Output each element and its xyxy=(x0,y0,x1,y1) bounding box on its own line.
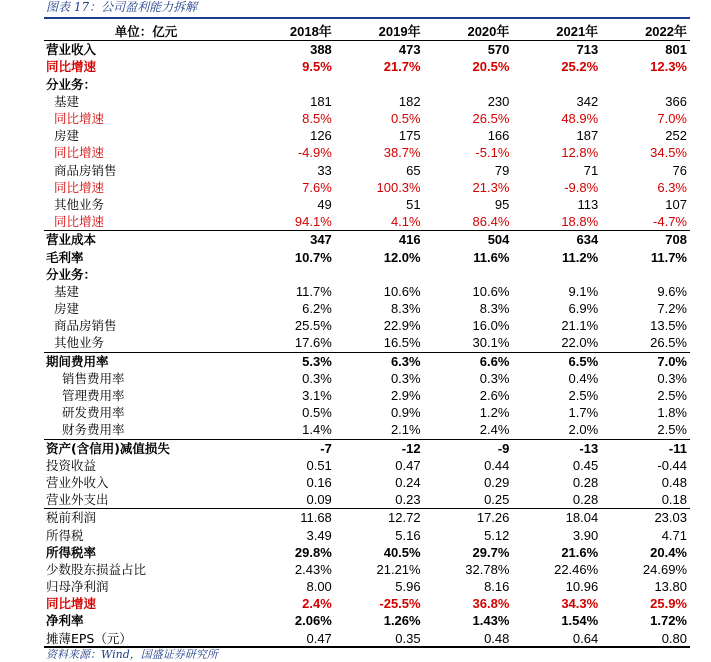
cell-value: 0.80 xyxy=(661,630,687,646)
cell-value: 0.18 xyxy=(661,492,687,508)
cell-value: 1.2% xyxy=(479,405,510,421)
cell-value: 11.7% xyxy=(650,249,687,265)
row-label: 销售费用率 xyxy=(62,370,125,386)
cell-value: 6.3% xyxy=(657,179,687,195)
cell-value: 12.72 xyxy=(335,509,424,527)
cell-value: 0.44 xyxy=(484,457,510,473)
row-label: 毛利率 xyxy=(46,249,84,265)
cell-value: 24.69% xyxy=(642,561,687,577)
row-label: 同比增速 xyxy=(46,59,97,75)
cell-value: 2.6% xyxy=(479,388,510,404)
cell-value: 2.5% xyxy=(568,388,599,404)
table-row xyxy=(44,162,690,179)
cell-value: 347 xyxy=(246,231,335,249)
cell-value: 21.1% xyxy=(561,318,599,334)
cell-value: 16.0% xyxy=(472,318,510,334)
row-label: 同比增速 xyxy=(46,596,97,612)
cell-value: 801 xyxy=(665,42,687,58)
cell-value: 473 xyxy=(398,42,421,58)
cell-value: 4.71 xyxy=(661,527,687,543)
cell-value: 2.4% xyxy=(479,422,510,438)
table-row xyxy=(44,266,690,283)
cell-value: 0.35 xyxy=(395,630,421,646)
cell-value: 32.78% xyxy=(465,561,510,577)
cell-value: -13 xyxy=(512,439,601,457)
cell-value: 6.6% xyxy=(424,352,513,370)
cell-value: 2.06% xyxy=(294,613,332,629)
cell-value: 17.6% xyxy=(294,335,332,351)
cell-value: 3.49 xyxy=(306,527,332,543)
cell-value: 1.43% xyxy=(472,613,510,629)
cell-value: 76 xyxy=(672,162,687,178)
table-row xyxy=(44,213,690,231)
table-row xyxy=(44,595,690,612)
cell-value: 113 xyxy=(577,196,599,212)
cell-value: 30.1% xyxy=(472,335,510,351)
cell-value: 11.2% xyxy=(562,249,599,265)
cell-value: 25.2% xyxy=(561,59,599,75)
cell-value: 51 xyxy=(406,196,421,212)
cell-value: 13.80 xyxy=(654,579,687,595)
table-row xyxy=(44,317,690,334)
cell-value: 1.54% xyxy=(561,613,599,629)
cell-value: 34.3% xyxy=(561,596,599,612)
table-row xyxy=(44,544,690,561)
cell-value: -9 xyxy=(424,439,513,457)
table-row xyxy=(44,58,690,75)
cell-value xyxy=(424,76,513,93)
cell-value: 7.0% xyxy=(601,352,690,370)
table-row xyxy=(44,630,690,647)
row-label: 所得税率 xyxy=(46,544,97,560)
cell-value: 5.3% xyxy=(246,352,335,370)
year-header: 2019年 xyxy=(335,23,424,41)
cell-value: 12.8% xyxy=(561,145,599,161)
cell-value: 38.7% xyxy=(383,145,421,161)
row-label: 管理费用率 xyxy=(62,388,125,404)
cell-value: 713 xyxy=(576,42,599,58)
cell-value xyxy=(335,76,424,93)
row-label: 房建 xyxy=(54,128,80,144)
cell-value: 0.28 xyxy=(572,474,599,490)
cell-value: 0.5% xyxy=(390,111,421,127)
row-label: 税前利润 xyxy=(44,509,246,527)
cell-value: 0.3% xyxy=(657,370,687,386)
cell-value: 9.6% xyxy=(657,283,687,299)
year-header: 2021年 xyxy=(512,23,601,41)
table-row xyxy=(44,578,690,595)
table-row xyxy=(44,561,690,578)
cell-value: 0.9% xyxy=(390,405,421,421)
profitability-table xyxy=(44,23,690,647)
cell-value: 2.9% xyxy=(390,388,421,404)
cell-value: 21.6% xyxy=(561,544,599,560)
cell-value xyxy=(335,266,424,283)
cell-value: 8.16 xyxy=(484,579,510,595)
cell-value: 5.16 xyxy=(395,527,421,543)
cell-value: 0.51 xyxy=(306,457,332,473)
cell-value: 708 xyxy=(601,231,690,249)
row-label: 其他业务 xyxy=(54,196,105,212)
title-rule xyxy=(44,17,690,19)
row-label: 房建 xyxy=(54,301,80,317)
cell-value: -0.44 xyxy=(657,457,687,473)
row-label: 基建 xyxy=(54,283,80,299)
cell-value: 0.28 xyxy=(572,492,599,508)
cell-value: 0.4% xyxy=(568,370,599,386)
cell-value: 0.48 xyxy=(484,630,510,646)
row-label: 营业外收入 xyxy=(46,474,109,490)
table-row xyxy=(44,127,690,144)
cell-value: 26.5% xyxy=(472,111,510,127)
cell-value: 25.9% xyxy=(650,596,687,612)
cell-value: 9.5% xyxy=(302,59,332,75)
table-row xyxy=(44,404,690,421)
cell-value: 10.7% xyxy=(294,249,332,265)
cell-value: 187 xyxy=(576,128,599,144)
cell-value: 1.26% xyxy=(383,613,421,629)
table-row xyxy=(44,526,690,543)
cell-value: 0.47 xyxy=(395,457,421,473)
cell-value: 252 xyxy=(665,128,687,144)
cell-value: 2.4% xyxy=(302,596,332,612)
cell-value: 416 xyxy=(335,231,424,249)
cell-value: 570 xyxy=(487,42,510,58)
cell-value: 2.5% xyxy=(657,422,687,438)
row-label: 少数股东损益占比 xyxy=(46,561,147,577)
cell-value: 20.5% xyxy=(472,59,510,75)
cell-value: 8.3% xyxy=(479,301,510,317)
cell-value: 0.3% xyxy=(302,370,332,386)
cell-value: 79 xyxy=(494,162,510,178)
cell-value: 2.5% xyxy=(657,388,687,404)
row-label: 期间费用率 xyxy=(44,352,246,370)
table-row xyxy=(44,231,690,249)
cell-value: 22.46% xyxy=(554,561,599,577)
cell-value: 126 xyxy=(310,128,332,144)
cell-value: 12.0% xyxy=(383,249,421,265)
table-row xyxy=(44,387,690,404)
cell-value: 21.7% xyxy=(383,59,421,75)
cell-value: 6.3% xyxy=(335,352,424,370)
cell-value: 6.5% xyxy=(512,352,601,370)
cell-value: 166 xyxy=(487,128,510,144)
cell-value: 22.9% xyxy=(383,318,421,334)
table-row xyxy=(44,300,690,317)
cell-value: 11.6% xyxy=(473,249,510,265)
cell-value: 18.04 xyxy=(512,509,601,527)
table-row xyxy=(44,334,690,352)
cell-value: 49 xyxy=(317,196,332,212)
cell-value: 0.45 xyxy=(572,457,599,473)
cell-value xyxy=(601,266,690,283)
row-label: 资产(含信用)减值损失 xyxy=(44,439,246,457)
cell-value: 182 xyxy=(398,93,421,109)
table-row xyxy=(44,144,690,161)
year-header: 2022年 xyxy=(601,23,690,41)
cell-value xyxy=(424,266,513,283)
table-row xyxy=(44,352,690,370)
cell-value: 0.16 xyxy=(306,474,332,490)
row-label: 归母净利润 xyxy=(46,579,109,595)
cell-value: 230 xyxy=(487,93,510,109)
cell-value: 2.43% xyxy=(294,561,332,577)
table-row xyxy=(44,491,690,509)
cell-value: 20.4% xyxy=(650,544,687,560)
table-row xyxy=(44,76,690,93)
cell-value: -4.9% xyxy=(297,145,332,161)
cell-value: 6.9% xyxy=(568,301,599,317)
cell-value: 1.8% xyxy=(657,405,687,421)
cell-value: 7.2% xyxy=(657,301,687,317)
cell-value: 5.96 xyxy=(395,579,421,595)
cell-value: -12 xyxy=(335,439,424,457)
figure-title: 图表 17：公司盈利能力拆解 xyxy=(46,0,198,14)
table-row xyxy=(44,457,690,474)
cell-value: 100.3% xyxy=(376,179,421,195)
table-row xyxy=(44,110,690,127)
cell-value: 2.0% xyxy=(568,422,599,438)
cell-value: 3.1% xyxy=(302,388,332,404)
cell-value: 40.5% xyxy=(383,544,421,560)
year-header: 2018年 xyxy=(246,23,335,41)
row-label: 所得税 xyxy=(46,527,84,543)
cell-value: 9.1% xyxy=(568,283,599,299)
cell-value: 34.5% xyxy=(650,145,687,161)
row-label: 投资收益 xyxy=(46,457,97,473)
row-label: 商品房销售 xyxy=(54,318,117,334)
cell-value: 95 xyxy=(494,196,510,212)
cell-value: 10.6% xyxy=(472,283,510,299)
cell-value: 25.5% xyxy=(294,318,332,334)
cell-value xyxy=(601,76,690,93)
year-header: 2020年 xyxy=(424,23,513,41)
cell-value: 0.29 xyxy=(484,474,510,490)
cell-value: 634 xyxy=(512,231,601,249)
cell-value: 5.12 xyxy=(484,527,510,543)
cell-value: 8.5% xyxy=(302,111,332,127)
row-label: 同比增速 xyxy=(54,214,105,230)
cell-value: 107 xyxy=(665,196,687,212)
row-label: 商品房销售 xyxy=(54,162,117,178)
cell-value: 0.3% xyxy=(479,370,510,386)
cell-value xyxy=(512,266,601,283)
cell-value: 22.0% xyxy=(561,335,599,351)
table-row xyxy=(44,421,690,439)
cell-value: 13.5% xyxy=(650,318,687,334)
cell-value: 4.1% xyxy=(390,214,421,230)
row-label: 基建 xyxy=(54,93,80,109)
cell-value: 0.25 xyxy=(484,492,510,508)
row-label: 财务费用率 xyxy=(62,422,125,438)
table-row xyxy=(44,509,690,527)
table-row xyxy=(44,283,690,300)
table-row xyxy=(44,612,690,629)
cell-value xyxy=(246,76,335,93)
cell-value: -25.5% xyxy=(379,596,421,612)
table-row xyxy=(44,41,690,59)
cell-value: 11.7% xyxy=(295,283,332,299)
row-label: 营业收入 xyxy=(46,42,97,58)
cell-value xyxy=(246,266,335,283)
row-label: 摊薄EPS（元） xyxy=(46,630,132,646)
cell-value: -11 xyxy=(601,439,690,457)
cell-value: 1.4% xyxy=(302,422,332,438)
cell-value: 181 xyxy=(310,93,332,109)
row-label: 同比增速 xyxy=(54,111,105,127)
cell-value: 0.23 xyxy=(395,492,421,508)
cell-value: 1.7% xyxy=(568,405,599,421)
table-row xyxy=(44,474,690,491)
cell-value: 16.5% xyxy=(383,335,421,351)
cell-value: 0.24 xyxy=(395,474,421,490)
row-label: 其他业务 xyxy=(54,335,105,351)
table-row xyxy=(44,370,690,387)
table-row xyxy=(44,93,690,110)
table-row xyxy=(44,196,690,213)
cell-value: -4.7% xyxy=(653,214,687,230)
cell-value: 11.68 xyxy=(246,509,335,527)
cell-value: 1.72% xyxy=(650,613,687,629)
cell-value: 8.3% xyxy=(390,301,421,317)
cell-value: 504 xyxy=(424,231,513,249)
cell-value: 0.47 xyxy=(306,630,332,646)
cell-value: 0.3% xyxy=(390,370,421,386)
cell-value: 3.90 xyxy=(572,527,599,543)
cell-value: 71 xyxy=(583,162,599,178)
cell-value: 0.5% xyxy=(302,405,332,421)
source-note: 资料来源：Wind，国盛证券研究所 xyxy=(46,648,218,661)
row-label: 研发费用率 xyxy=(62,405,125,421)
row-label: 营业外支出 xyxy=(46,492,109,508)
table-row xyxy=(44,179,690,196)
cell-value: 21.21% xyxy=(376,561,421,577)
cell-value: 6.2% xyxy=(302,301,332,317)
cell-value: 388 xyxy=(310,42,332,58)
cell-value: 36.8% xyxy=(472,596,510,612)
row-label: 同比增速 xyxy=(54,145,105,161)
table-row xyxy=(44,439,690,457)
cell-value: 10.96 xyxy=(565,579,599,595)
row-label: 净利率 xyxy=(46,613,84,629)
row-label: 营业成本 xyxy=(44,231,246,249)
cell-value: 2.1% xyxy=(390,422,421,438)
cell-value: 18.8% xyxy=(561,214,599,230)
cell-value: 29.8% xyxy=(294,544,332,560)
cell-value: 10.6% xyxy=(383,283,421,299)
cell-value: 8.00 xyxy=(306,579,332,595)
cell-value: 48.9% xyxy=(561,111,599,127)
cell-value: 0.48 xyxy=(661,474,687,490)
cell-value: 17.26 xyxy=(424,509,513,527)
cell-value: 29.7% xyxy=(472,544,510,560)
cell-value: -5.1% xyxy=(475,145,510,161)
cell-value: 86.4% xyxy=(472,214,510,230)
cell-value xyxy=(512,76,601,93)
cell-value: 0.09 xyxy=(306,492,332,508)
cell-value: 12.3% xyxy=(650,59,687,75)
cell-value: 366 xyxy=(665,93,687,109)
cell-value: 33 xyxy=(317,162,332,178)
row-label: 同比增速 xyxy=(54,179,105,195)
cell-value: -9.8% xyxy=(564,179,599,195)
header-row xyxy=(44,23,690,41)
cell-value: 0.64 xyxy=(572,630,599,646)
cell-value: -7 xyxy=(246,439,335,457)
cell-value: 175 xyxy=(398,128,421,144)
row-label: 分业务： xyxy=(46,266,97,282)
cell-value: 26.5% xyxy=(650,335,687,351)
unit-label: 单位：亿元 xyxy=(44,23,246,41)
cell-value: 94.1% xyxy=(294,214,332,230)
cell-value: 21.3% xyxy=(472,179,510,195)
cell-value: 65 xyxy=(406,162,421,178)
row-label: 分业务： xyxy=(46,76,97,92)
cell-value: 342 xyxy=(576,93,599,109)
cell-value: 7.6% xyxy=(302,179,332,195)
table-row xyxy=(44,248,690,265)
cell-value: 7.0% xyxy=(657,111,687,127)
cell-value: 23.03 xyxy=(601,509,690,527)
